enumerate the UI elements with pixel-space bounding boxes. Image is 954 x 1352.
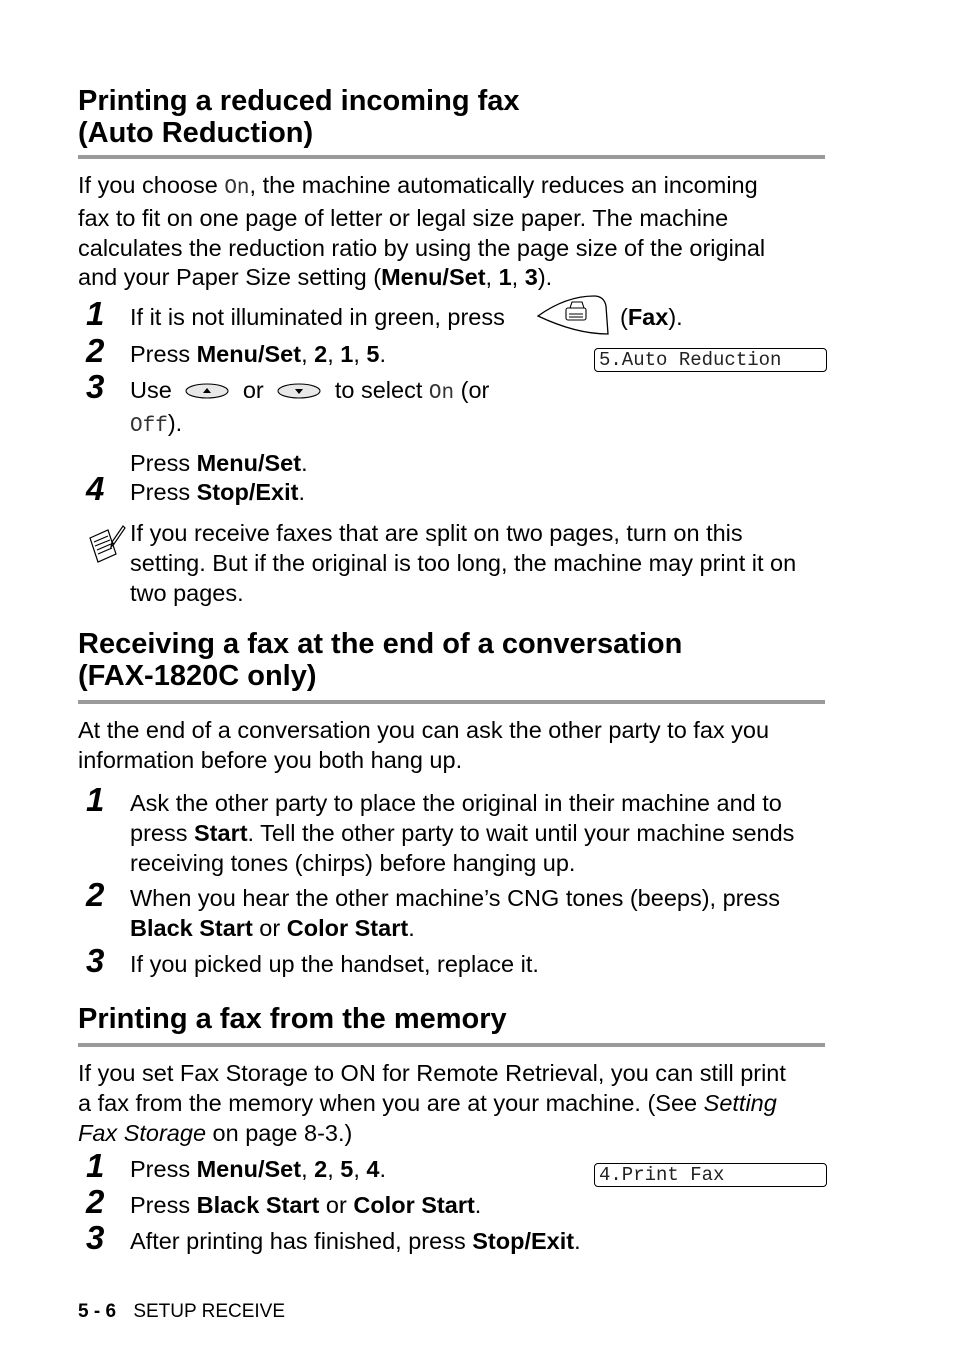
step-number: 3: [86, 1219, 105, 1256]
heading-rule: [78, 700, 825, 704]
step-1-text: Ask the other party to place the original in their machine and to press Start. Tell the other party to wait until your machine sends receiving tones (chirps) before hanging up.: [130, 790, 795, 876]
step-number: 2: [86, 1183, 105, 1220]
heading-line: Printing a reduced incoming fax: [78, 85, 520, 117]
step-3-text: If you picked up the handset, replace it.: [130, 951, 539, 977]
step-number: 4: [86, 470, 105, 507]
lcd-display: 4.Print Fax: [594, 1163, 827, 1187]
step-2-text: When you hear the other machine’s CNG tones (beeps), press Black Start or Color Start.: [130, 885, 781, 941]
step-1-text: Press Menu/Set, 2, 5, 4.: [130, 1156, 387, 1182]
heading-line: Receiving a fax at the end of a conversation: [78, 628, 683, 660]
paragraph-print-memory-intro: If you set Fax Storage to ON for Remote Retrieval, you can still print a fax from the memory when you are at your machine. (See Setting Fax Storage on page 8-3.): [78, 1060, 786, 1146]
step-number: 2: [86, 332, 105, 369]
page-footer: [78, 1301, 285, 1323]
note-icon: [86, 524, 126, 566]
step-2-text: Press Menu/Set, 2, 1, 5.: [130, 341, 387, 367]
step-4-text: Press Stop/Exit.: [130, 479, 305, 505]
step-number: 1: [86, 781, 105, 818]
heading-line: (FAX-1820C only): [78, 660, 317, 692]
step-number: 3: [86, 368, 105, 405]
section-heading-auto-reduction: [78, 85, 520, 149]
paragraph-auto-reduction-intro: If you choose On, the machine automatically reduces an incoming fax to fit on one page of letter or legal size paper. The machine calculates the reduction ratio by using the page size of the original and your Paper Size setting (Menu/Set, 1, 3).: [78, 172, 766, 291]
step-number: 1: [86, 1147, 105, 1184]
fax-button-icon: [536, 294, 612, 340]
paragraph-receive-intro: At the end of a conversation you can ask the other party to fax you information before you both hang up.: [78, 717, 770, 773]
step-number: 3: [86, 942, 105, 979]
fax-label: (Fax).: [620, 304, 683, 330]
step-number: 1: [86, 295, 105, 332]
step-3-text: Use or to select On (or Off). Press Menu/Set.: [130, 377, 490, 476]
heading-rule: [78, 155, 825, 159]
heading-rule: [78, 1043, 825, 1047]
step-1-text: If it is not illuminated in green, press: [130, 304, 505, 330]
down-arrow-key-icon: [276, 382, 322, 400]
step-2-text: Press Black Start or Color Start.: [130, 1192, 482, 1218]
section-name: SETUP RECEIVE: [133, 1301, 286, 1322]
lcd-display: 5.Auto Reduction: [594, 348, 827, 372]
step-number: 2: [86, 876, 105, 913]
note-text: If you receive faxes that are split on two pages, turn on this setting. But if the original is too long, the machine may print it on two pages.: [130, 520, 797, 606]
heading-line: (Auto Reduction): [78, 117, 314, 149]
section-heading-print-from-memory: Printing a fax from the memory: [78, 1003, 507, 1035]
page-number: 5 - 6: [78, 1301, 117, 1322]
up-arrow-key-icon: [184, 382, 230, 400]
section-heading-receive-end-conversation: [78, 628, 682, 692]
step-3-text: After printing has finished, press Stop/Exit.: [130, 1228, 581, 1254]
